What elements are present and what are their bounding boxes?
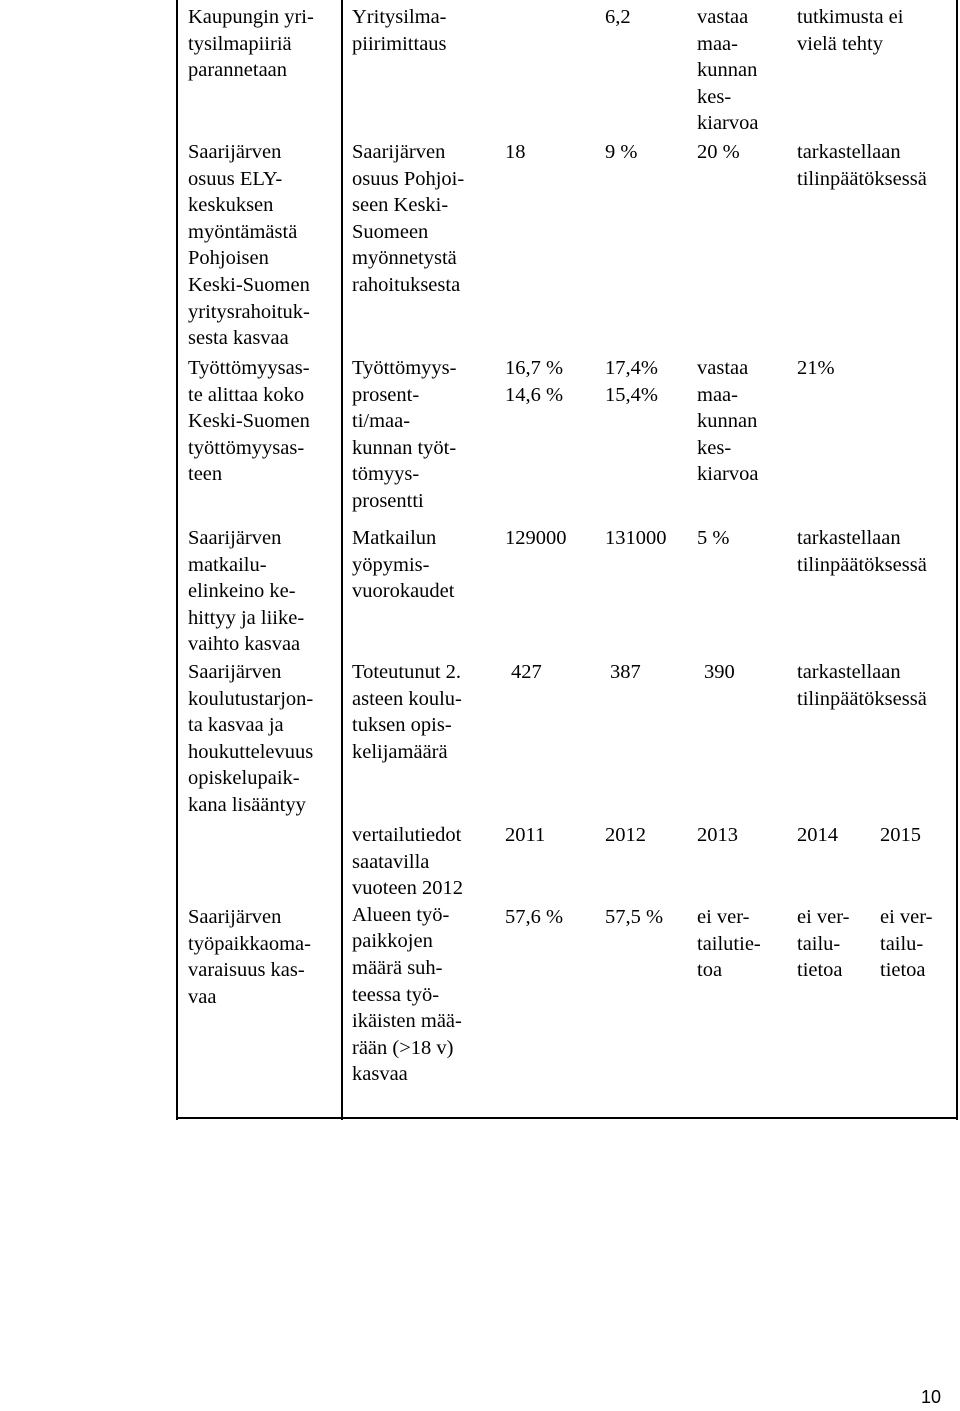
indicator-secondary-students <box>352 659 462 765</box>
text-line: Matkailun <box>352 527 437 549</box>
row2-value-c: 20 % <box>697 141 740 163</box>
text-line: tysilmapiiriä <box>188 32 292 55</box>
row5-value-b: 387 <box>610 661 641 683</box>
text-line: koulutustarjon- <box>188 687 314 710</box>
text-line: kelijamäärä <box>352 740 448 763</box>
text-line: tailutie- <box>697 932 761 955</box>
row3-value-b <box>605 355 658 408</box>
text-line: Yritysilma- <box>352 6 447 28</box>
text-line: prosent- <box>352 383 420 406</box>
text-line: maa- <box>697 32 738 55</box>
text-line: rahoituksesta <box>352 273 461 296</box>
row7-value-b: 57,5 % <box>605 906 664 928</box>
indicator-business-survey <box>352 4 447 57</box>
text-line: kunnan <box>697 410 758 433</box>
text-line: työpaikkaoma- <box>188 932 311 955</box>
text-line: tuksen opis- <box>352 714 452 737</box>
text-line: Saarijärven <box>188 906 282 928</box>
row5-note <box>797 659 927 712</box>
text-line: 17,4% <box>605 357 658 379</box>
text-line: myöntämästä <box>188 220 298 243</box>
row5-value-c: 390 <box>704 661 735 683</box>
text-line: hittyy ja liike- <box>188 606 305 629</box>
year-2011: 2011 <box>505 824 546 846</box>
text-line: osuus ELY- <box>188 167 283 190</box>
year-2013: 2013 <box>697 824 738 846</box>
year-2015: 2015 <box>880 824 921 846</box>
indicator-unemployment <box>352 355 456 515</box>
page-number: 10 <box>921 1387 942 1407</box>
row7-no-data-2014 <box>797 904 850 984</box>
text-line: houkuttelevuus <box>188 740 314 763</box>
text-line: kiarvoa <box>697 463 759 486</box>
text-line: Keski-Suomen <box>188 410 310 433</box>
row3-value-a <box>505 355 563 408</box>
text-line: tömyys- <box>352 463 420 486</box>
row3-value-d: 21% <box>797 357 835 379</box>
text-line: vielä tehty <box>797 32 883 55</box>
text-line: kunnan työt- <box>352 436 457 459</box>
row1-target <box>697 4 758 137</box>
text-line: kana lisääntyy <box>188 793 306 816</box>
text-line: tarkastellaan <box>797 141 901 163</box>
goal-unemployment-rate <box>188 355 310 488</box>
text-line: yritysrahoituk- <box>188 300 310 323</box>
text-line: Saarijärven <box>188 527 282 549</box>
text-line: Suomeen <box>352 220 429 243</box>
text-line: kunnan <box>697 59 758 82</box>
text-line: tietoa <box>880 959 926 982</box>
row7-no-data-2013 <box>697 904 761 984</box>
row3-target <box>697 355 758 488</box>
text-line: tailu- <box>797 932 841 955</box>
text-line: kes- <box>697 436 732 459</box>
text-line: määrä suh- <box>352 956 443 979</box>
text-line: Saarijärven <box>352 141 446 163</box>
text-line: Työttömyysas- <box>188 357 310 379</box>
text-line: opiskelupaik- <box>188 767 300 790</box>
text-line: matkailu- <box>188 553 267 576</box>
text-line: vuorokaudet <box>352 580 455 603</box>
text-line: tietoa <box>797 959 843 982</box>
text-line: 15,4% <box>605 383 658 406</box>
row2-value-b: 9 % <box>605 141 638 163</box>
text-line: vaa <box>188 985 217 1008</box>
text-line: toa <box>697 959 723 982</box>
text-line: saatavilla <box>352 850 430 873</box>
text-line: tarkastellaan <box>797 661 901 683</box>
text-line: maa- <box>697 383 738 406</box>
text-line: vastaa <box>697 357 749 379</box>
text-line: tilinpäätöksessä <box>797 687 927 710</box>
text-line: yöpymis- <box>352 553 430 576</box>
text-line: Alueen työ- <box>352 903 450 926</box>
text-line: myönnetystä <box>352 247 457 270</box>
text-line: vastaa <box>697 6 749 28</box>
text-line: elinkeino ke- <box>188 580 296 603</box>
row2-value-a: 18 <box>505 141 526 163</box>
text-line: tailu- <box>880 932 924 955</box>
text-line: Saarijärven <box>188 141 282 163</box>
text-line: työttömyysas- <box>188 436 305 459</box>
text-line: ikäisten mää- <box>352 1010 462 1033</box>
indicator-overnight-stays <box>352 525 454 605</box>
text-line: asteen koulu- <box>352 687 462 710</box>
goal-business-climate <box>188 4 314 84</box>
text-line: kasvaa <box>352 1063 408 1086</box>
text-line: sesta kasvaa <box>188 327 289 350</box>
text-line: 14,6 % <box>505 383 564 406</box>
row1-note <box>797 4 903 57</box>
indicator-funding-share <box>352 139 464 299</box>
text-line: Pohjoisen <box>188 247 269 270</box>
goal-tourism <box>188 525 304 658</box>
row4-value-a: 129000 <box>505 527 567 549</box>
row2-note <box>797 139 927 192</box>
row5-value-a: 427 <box>511 661 542 683</box>
text-line: paikkojen <box>352 930 433 953</box>
text-line: ei ver- <box>697 906 750 928</box>
text-line: Keski-Suomen <box>188 273 310 296</box>
text-line: tilinpäätöksessä <box>797 553 927 576</box>
text-line: parannetaan <box>188 59 288 82</box>
text-line: ta kasvaa ja <box>188 714 284 737</box>
text-line: prosentti <box>352 489 424 512</box>
row7-value-a: 57,6 % <box>505 906 564 928</box>
text-line: keskuksen <box>188 194 274 217</box>
text-line: piirimittaus <box>352 32 447 55</box>
text-line: ei ver- <box>797 906 850 928</box>
text-line: ei ver- <box>880 906 933 928</box>
goal-ely-funding-share <box>188 139 310 352</box>
year-2014: 2014 <box>797 824 838 846</box>
row1-value: 6,2 <box>605 6 631 28</box>
text-line: te alittaa koko <box>188 383 305 406</box>
text-line: Työttömyys- <box>352 357 457 379</box>
text-line: kiarvoa <box>697 112 759 135</box>
text-line: teen <box>188 463 223 486</box>
year-2012: 2012 <box>605 824 646 846</box>
goal-education <box>188 659 313 819</box>
indicator-job-ratio <box>352 822 463 1088</box>
text-line: tutkimusta ei <box>797 6 904 28</box>
row4-note <box>797 525 927 578</box>
text-line: tilinpäätöksessä <box>797 167 927 190</box>
text-line: kes- <box>697 85 732 108</box>
row4-value-c: 5 % <box>697 527 730 549</box>
goal-employment-self-sufficiency <box>188 904 311 1010</box>
row4-value-b: 131000 <box>605 527 667 549</box>
text-line: ti/maa- <box>352 410 411 433</box>
text-line: Saarijärven <box>188 661 282 683</box>
text-line: rään (>18 v) <box>352 1036 454 1059</box>
text-line: 16,7 % <box>505 357 564 379</box>
text-line: osuus Pohjoi- <box>352 167 465 190</box>
text-line: seen Keski- <box>352 194 449 217</box>
text-line: vuoteen 2012 <box>352 877 464 900</box>
text-line: vaihto kasvaa <box>188 633 301 656</box>
text-line: varaisuus kas- <box>188 959 305 982</box>
text-line: teessa työ- <box>352 983 440 1006</box>
text-line: Toteutunut 2. <box>352 661 462 683</box>
text-line: vertailutiedot <box>352 824 462 846</box>
text-line: tarkastellaan <box>797 527 901 549</box>
row7-no-data-2015 <box>880 904 933 984</box>
text-line: Kaupungin yri- <box>188 6 314 28</box>
